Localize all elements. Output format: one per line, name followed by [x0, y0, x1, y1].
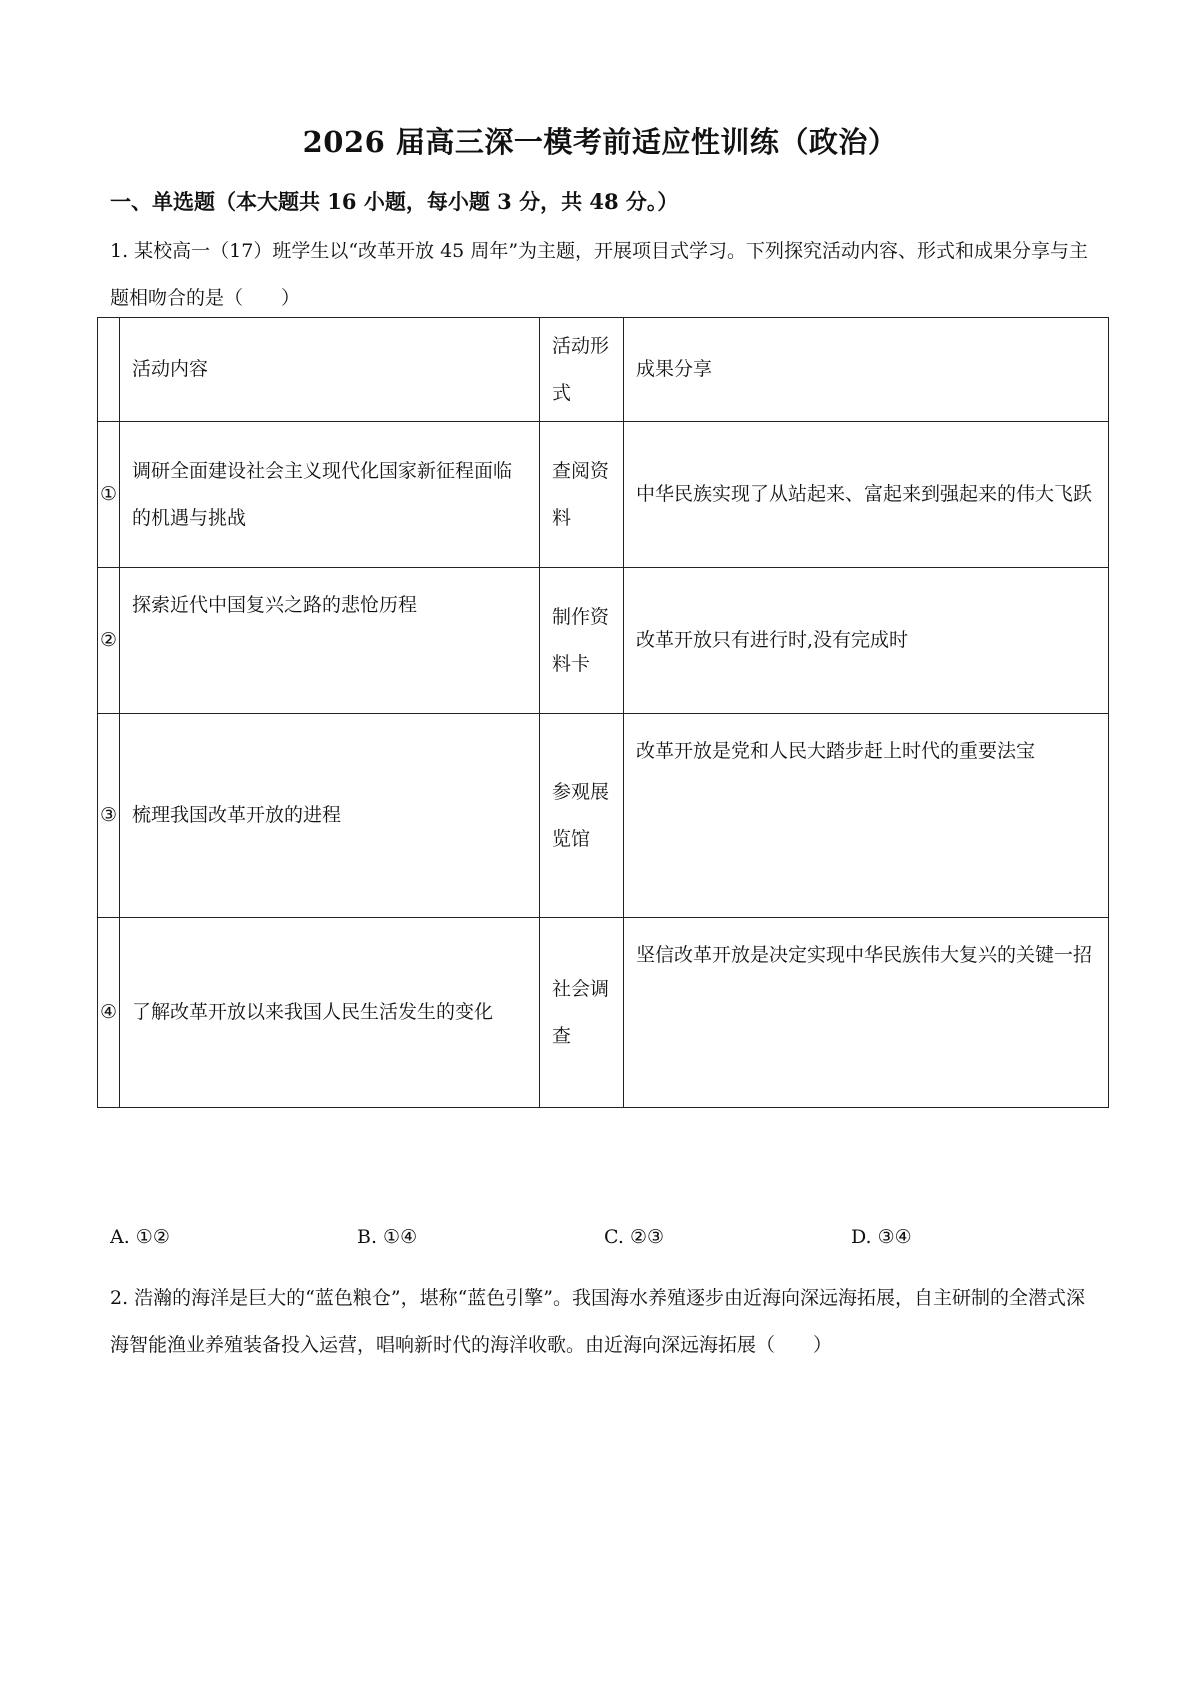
section-heading: 一、单选题（本大题共 16 小题，每小题 3 分，共 48 分。）	[110, 189, 679, 214]
table-row	[98, 918, 1109, 1108]
option-a[interactable]: A. ①②	[110, 1226, 170, 1248]
question-1-stem: 1. 某校高一（17）班学生以“改革开放 45 周年”为主题，开展项目式学习。下列探究活动内容、形式和成果分享与主题相吻合的是（ ）	[110, 240, 1089, 309]
row-num: ②	[98, 568, 120, 714]
table-row	[98, 422, 1109, 568]
header-result-cell: 成果分享	[624, 318, 1109, 422]
header-num-cell	[98, 318, 120, 422]
row-form: 查阅资料	[540, 422, 624, 568]
row-form: 制作资料卡	[540, 568, 624, 714]
row-result: 坚信改革开放是决定实现中华民族伟大复兴的关键一招	[624, 918, 1109, 1108]
page-title: 2026 届高三深一模考前适应性训练（政治）	[302, 125, 898, 159]
row-content: 了解改革开放以来我国人民生活发生的变化	[120, 918, 540, 1108]
table-row	[98, 568, 1109, 714]
question-2-stem: 2. 浩瀚的海洋是巨大的“蓝色粮仓”，堪称“蓝色引擎”。我国海水养殖逐步由近海向深远海拓展，自主研制的全潜式深海智能渔业养殖装备投入运营，唱响新时代的海洋收歌。由近海向深远海拓展（ ）	[110, 1287, 1086, 1356]
activity-table	[97, 317, 1109, 1108]
row-num: ①	[98, 422, 120, 568]
row-num: ④	[98, 918, 120, 1108]
table-header-row	[98, 318, 1109, 422]
row-result: 中华民族实现了从站起来、富起来到强起来的伟大飞跃	[624, 422, 1109, 568]
header-form-cell: 活动形式	[540, 318, 624, 422]
row-content: 梳理我国改革开放的进程	[120, 714, 540, 918]
question-1-options	[110, 1226, 1100, 1248]
row-form: 社会调查	[540, 918, 624, 1108]
option-c[interactable]: C. ②③	[604, 1226, 665, 1248]
row-num: ③	[98, 714, 120, 918]
row-content: 调研全面建设社会主义现代化国家新征程面临的机遇与挑战	[120, 422, 540, 568]
option-b[interactable]: B. ①④	[357, 1226, 418, 1248]
row-form: 参观展览馆	[540, 714, 624, 918]
row-content: 探索近代中国复兴之路的悲怆历程	[120, 568, 540, 714]
option-d[interactable]: D. ③④	[851, 1226, 912, 1248]
header-content-cell: 活动内容	[120, 318, 540, 422]
row-result: 改革开放只有进行时,没有完成时	[624, 568, 1109, 714]
table-row	[98, 714, 1109, 918]
row-result: 改革开放是党和人民大踏步赶上时代的重要法宝	[624, 714, 1109, 918]
